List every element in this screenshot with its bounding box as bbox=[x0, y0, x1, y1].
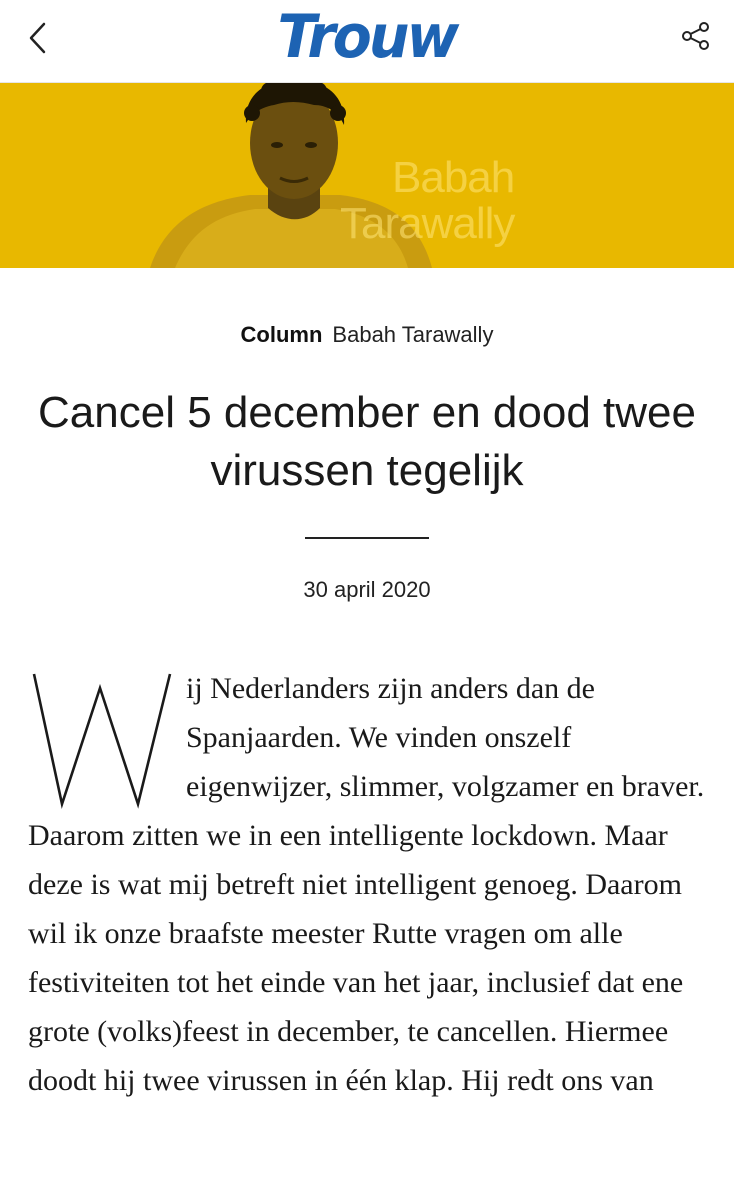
article-date: 30 april 2020 bbox=[303, 577, 431, 602]
article-body bbox=[28, 664, 708, 1105]
banner-name-line2: Tarawally bbox=[340, 199, 515, 248]
author-name[interactable]: Babah Tarawally bbox=[332, 322, 494, 347]
article-meta bbox=[0, 322, 734, 348]
trouw-logo[interactable]: Trouw bbox=[277, 2, 457, 72]
author-banner bbox=[0, 83, 734, 268]
title-divider bbox=[305, 537, 429, 539]
category-label[interactable]: Column bbox=[240, 322, 323, 347]
article-paragraph: ij Nederlanders zijn anders dan de Spanjaarden. We vinden onszelf eigenwijzer, slimmer, volgzamer en braver. Daarom zitten we in een intelligente lockdown. Maar deze is wat mij betreft niet intelligent genoeg. Daarom wil ik onze braafste meester Rutte vragen om alle festiviteiten tot het einde van het jaar, inclusief dat ene grote (volks)feest in december, te cancellen. Hiermee doodt hij twee virussen in één klap. Hij redt ons van bbox=[28, 672, 705, 1097]
drop-cap bbox=[28, 670, 180, 810]
top-bar bbox=[0, 0, 734, 83]
share-button[interactable] bbox=[678, 18, 714, 54]
share-icon bbox=[680, 20, 712, 52]
article-title: Cancel 5 december en dood twee virussen tegelijk bbox=[38, 388, 696, 495]
banner-name-line1: Babah bbox=[392, 153, 515, 202]
drop-cap-letter bbox=[28, 670, 180, 810]
banner-author-name bbox=[340, 155, 514, 247]
